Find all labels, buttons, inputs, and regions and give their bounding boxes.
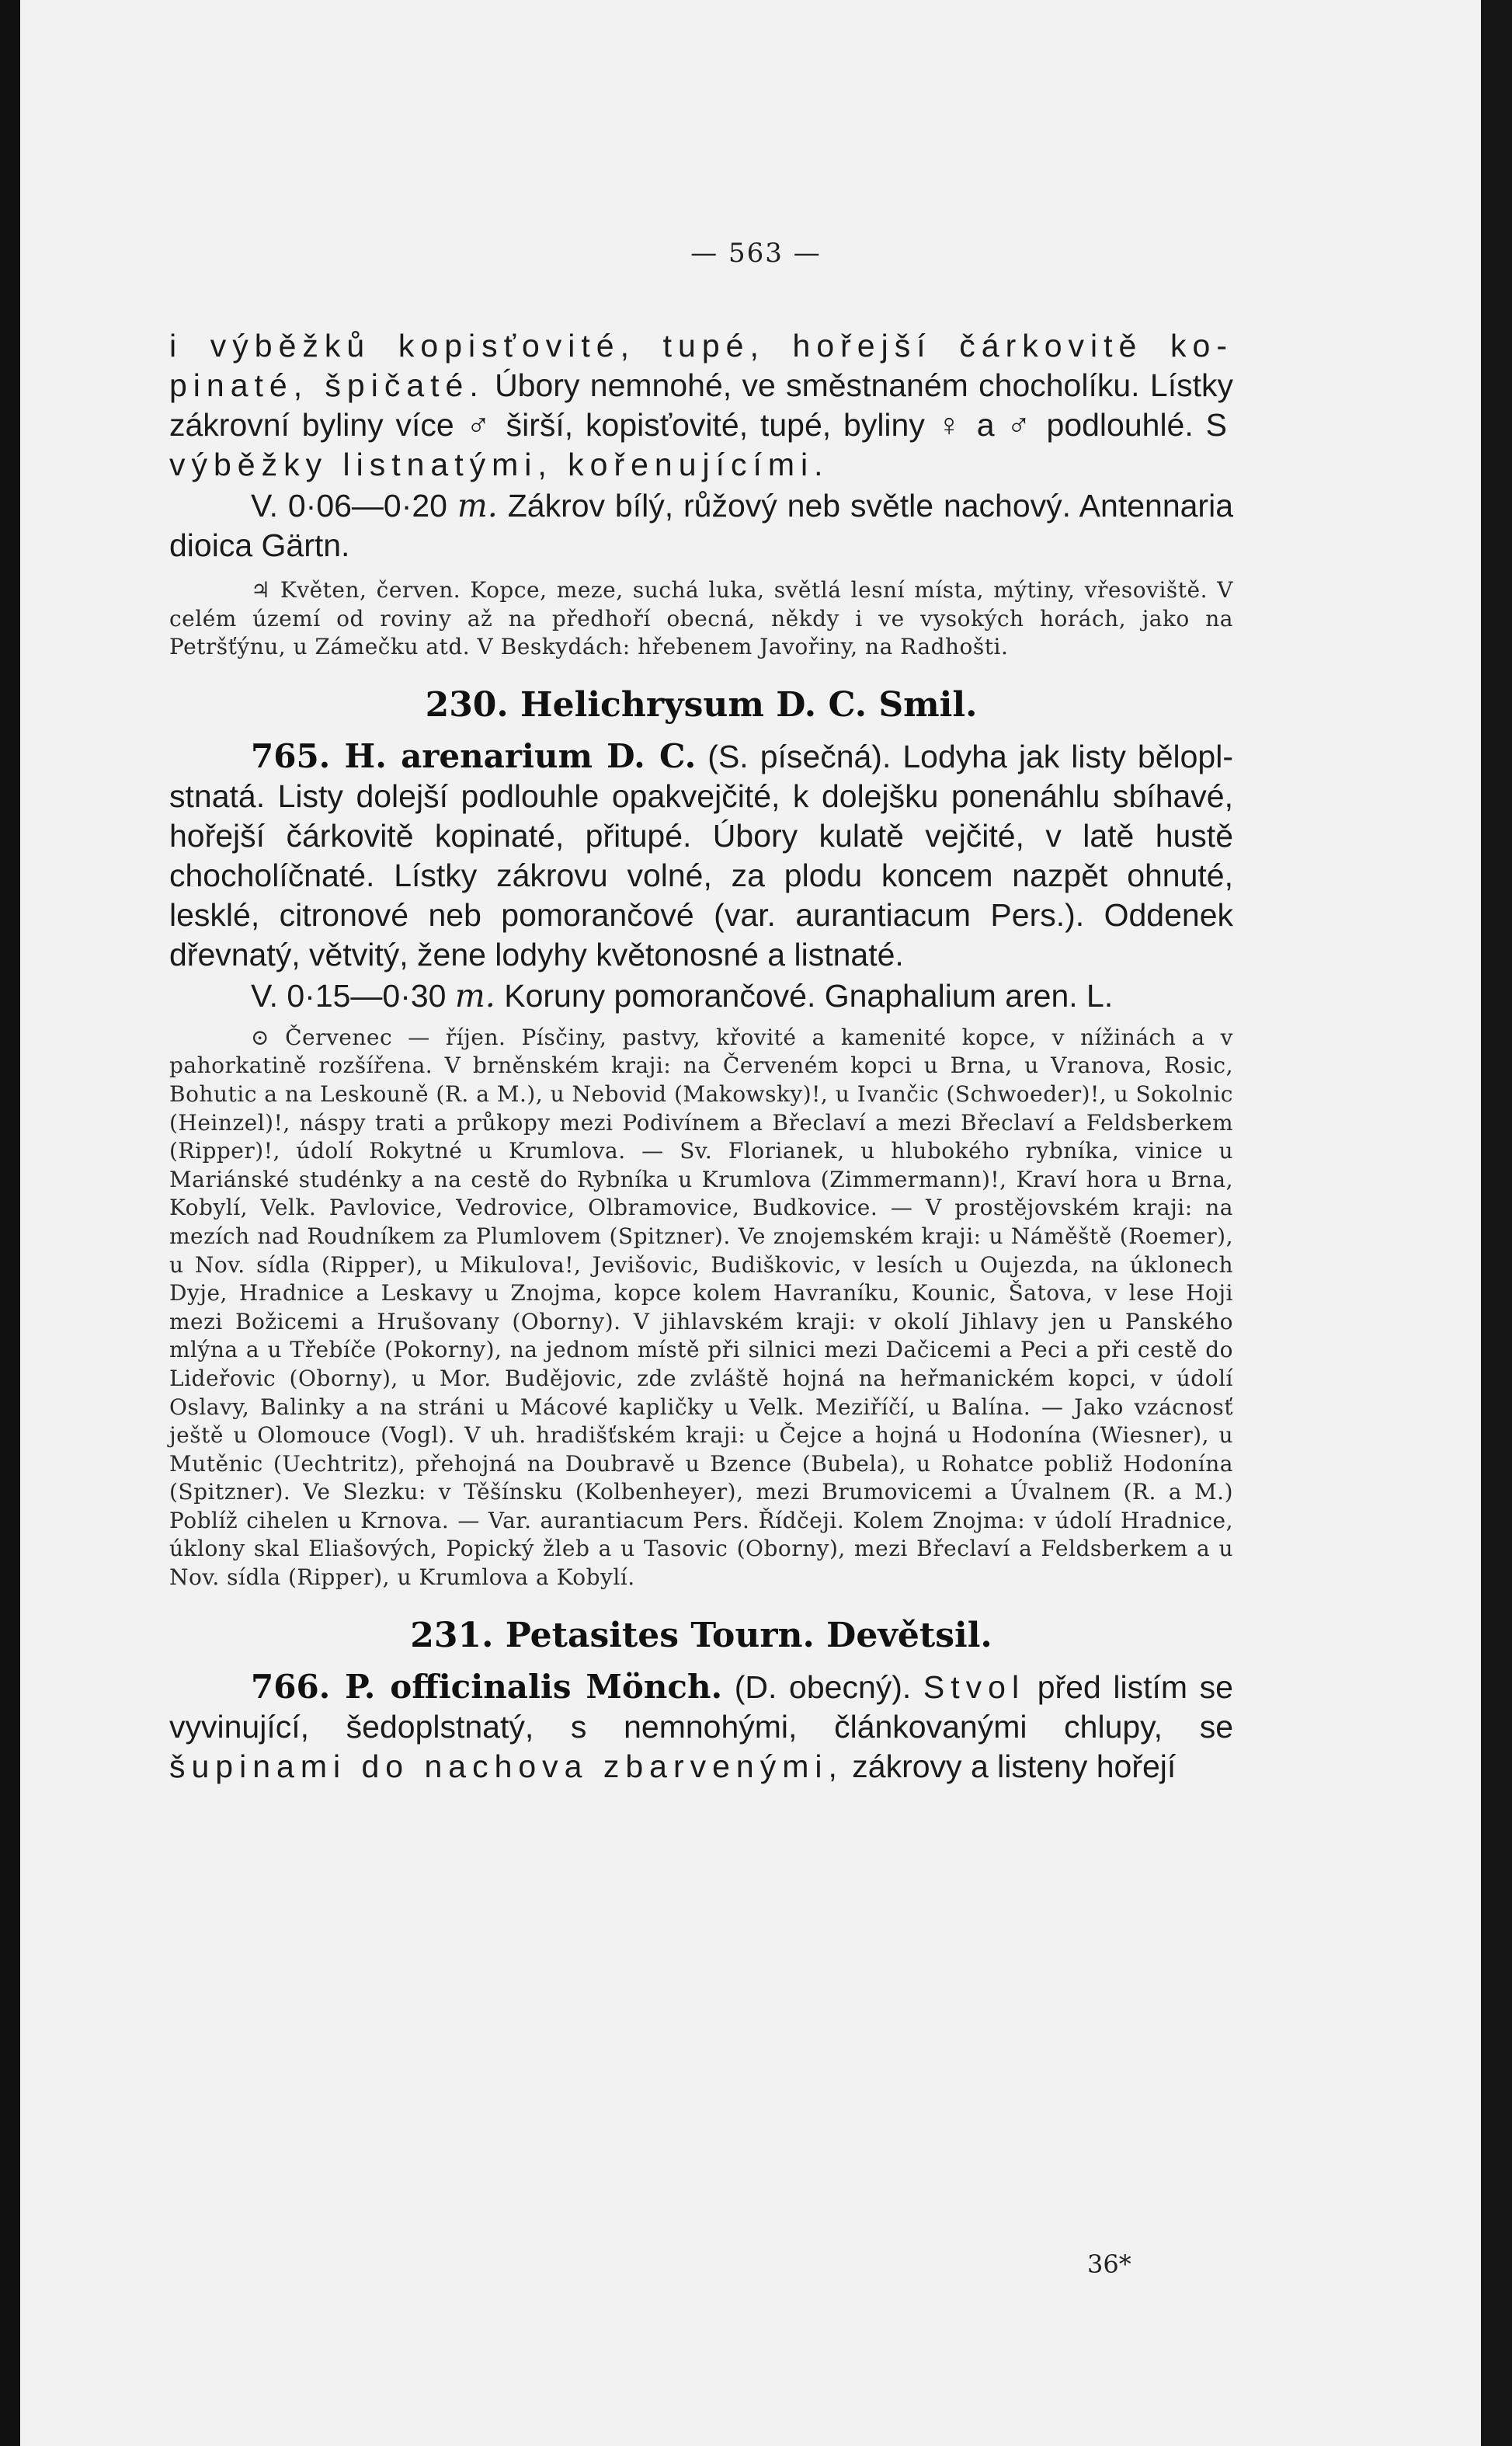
unit: m. [454, 976, 495, 1014]
scan-border-right [1481, 0, 1512, 2446]
genus-heading-231: 231. Petasites Tourn. Devětsil. [410, 1615, 992, 1655]
species-text: (S. písečná). Lodyha jak listy běloplstnatá. Listy dolejší podlouhle opakvejčité, k dolejšku ponenáhlu sbíhavé, hořejší čárkovitě kopinaté, přitupé. Úbory kulatě vejčité, v latě hustě chocholíčnaté. Lístky zákrovu volné, za plodu koncem nazpět ohnuté, lesklé, citronové neb pomorančové (var. aurantiacum Pers.). Oddenek dřevnatý, větvitý, žene lodyhy květonosné a listnaté. [169, 738, 1233, 972]
species-text: Stvol [923, 1668, 1026, 1705]
paragraph-measure [169, 486, 1233, 565]
page-number: — 563 — [690, 238, 822, 269]
species-text: před listím se vyvinující, šedoplstnatý, s nemnohými, článkovanými chlupy, se [169, 1668, 1233, 1745]
measure-range: V. 0·06—0·20 [251, 488, 447, 524]
species-765-description [169, 736, 1233, 975]
paragraph-continuation [169, 326, 1233, 485]
species-name: 766. P. officinalis Mönch. [251, 1667, 723, 1706]
paragraph-measure [169, 976, 1233, 1016]
scan-border-left [0, 0, 20, 2446]
species-name: 765. H. arenarium D. C. [251, 736, 697, 775]
text-run: Zákrov bílý, růžový neb světle nachový. Antennaria dioica Gärtn. [169, 488, 1233, 563]
species-text: šupinami do nachova zbarvenými, [169, 1748, 843, 1784]
page-content [169, 326, 1233, 1787]
measure-range: V. 0·15—0·30 [251, 977, 447, 1014]
text-run: podlouhlé. [1046, 407, 1194, 443]
unit: m. [457, 487, 498, 524]
genus-heading-230: 230. Helichrysum D. C. Smil. [425, 684, 978, 725]
text-line: i výběžků kopisťovité, tupé, hořejší čárkovitě ko- [169, 328, 1233, 364]
text-run: Lístky zákrovní byliny více ♂ širší, kopisťovité, tupé, byliny ♀ a ♂ [169, 367, 1233, 443]
text-run: S výběžky listnatými, kořenujícími. [169, 407, 1233, 482]
text-run: Koruny pomorančové. Gnaphalium aren. L. [504, 977, 1114, 1014]
species-text: (D. obecný). [734, 1668, 912, 1705]
species-text: zákrovy a listeny hořejí [852, 1748, 1177, 1784]
small-print-flowering: ♃ Květen, červen. Kopce, meze, suchá luka, světlá lesní místa, mýtiny, vřesoviště. V celém území od roviny až na předhoří obecná, někdy i ve vysokých horách, jako na Petršťýnu, u Zámečku atd. V Beskydách: hřebenem Javořiny, na Radhošti. [169, 577, 1233, 660]
text-run: pinaté, špičaté. [169, 367, 485, 403]
species-766-description [169, 1667, 1233, 1787]
signature-mark: 36* [1087, 2249, 1131, 2279]
text-run: Úbory nemnohé, ve směstnaném chocholíku. [495, 367, 1140, 403]
small-print-distribution: ⊙ Červenec — říjen. Písčiny, pastvy, křovité a kamenité kopce, v nížinách a v pahorkatině rozšířena. V brněnském kraji: na Červeném kopci u Brna, u Vranova, Rosic, Bohutic a na Leskouně (R. a M.), u Nebovid (Makowsky)!, u Ivančic (Schwoeder)!, u Sokolnic (Heinzel)!, náspy trati a průkopy mezi Podivínem a Břeclaví a mezi Břeclaví a Feldsberkem (Ripper)!, údolí Rokytné u Krumlova. — Sv. Florianek, u hlubokého rybníka, vinice u Mariánské studénky a na cestě do Rybníka u Krumlova (Zimmermann)!, Kraví hora u Brna, Kobylí, Velk. Pavlovice, Vedrovice, Olbramovice, Budkovice. — V prostějovském kraji: na mezích nad Roudníkem za Plumlovem (Spitzner). Ve znojemském kraji: u Náměště (Roemer), u Nov. sídla (Ripper), u Mikulova!, Jevišovic, Budiškovic, v lesích u Oujezda, na úklonech Dyje, Hradnice a Leskavy u Znojma, kopce kolem Havraníku, Kounic, Šatova, v lese Hoji mezi Božicemi a Hrušovany (Oborny). V jihlavském kraji: v okolí Jihlavy jen u Panského mlýna a u Třebíče (Pokorny), na jednom místě při silnici mezi Dačicemi a Peci a při cestě do Lideřovic (Oborny), u Mor. Budějovic, zde zvláště hojná na heřmanickém kopci, v údolí Oslavy, Balinky a na stráni u Mácové kapličky u Velk. Meziříčí, u Balína. — Jako vzácnosť ještě u Olomouce (Vogl). V uh. hradišťském kraji: u Čejce a hojná u Hodonína (Wiesner), u Mutěnic (Uechtritz), přehojná na Doubravě u Bzence (Bubela), u Rohatce pobliž Hodonína (Spitzner). Ve Slezku: v Těšínsku (Kolbenheyer), mezi Brumovicemi a Úvalnem (R. a M.) Poblíž cihelen u Krnova. — Var. aurantiacum Pers. Řídčeji. Kolem Znojma: v údolí Hradnice, úklony skal Eliašových, Popický žleb a u Tasovic (Oborny), mezi Břeclaví a Feldsberkem a u Nov. sídla (Ripper), u Krumlova a Kobylí. [169, 1024, 1233, 1591]
